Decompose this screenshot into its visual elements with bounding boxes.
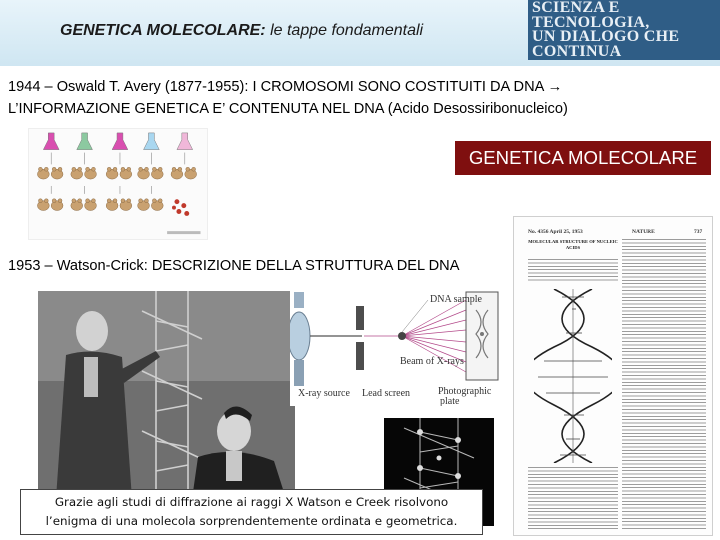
slide-title-rest: le tappe fondamentali (265, 22, 424, 39)
plate-label-2: plate (440, 396, 460, 406)
xray-diffraction-diagram (290, 286, 504, 406)
nature-article-page (513, 216, 713, 536)
caption-line-2: l’enigma di una molecola sorprendentemente ordinata e geometrica. (45, 514, 458, 528)
avery-line-1: 1944 – Oswald T. Avery (1877-1955): I CROMOSOMI SONO COSTITUITI DA DNA → (8, 79, 563, 95)
caption-box (20, 489, 483, 535)
dna-sample-label: DNA sample (430, 294, 482, 305)
text-column-right (622, 239, 706, 529)
caption-line-1: Grazie agli studi di diffrazione ai raggi X Watson e Creek risolvono (54, 495, 449, 509)
lead-screen (356, 306, 364, 370)
figure-credit-mark (167, 231, 200, 234)
watson-crick-line: 1953 – Watson-Crick: DESCRIZIONE DELLA STRUTTURA DEL DNA (8, 258, 460, 274)
slide-title (60, 22, 423, 40)
xray-source-tube (290, 292, 310, 386)
genetica-molecolare-label: GENETICA MOLECOLARE (455, 141, 711, 175)
nature-header-right: 737 (694, 229, 703, 235)
xray-source-label: X-ray source (298, 388, 350, 399)
series-logo (528, 0, 720, 60)
text-column-bottom (528, 467, 618, 531)
avery-mice-experiment-figure (28, 128, 208, 240)
avery-paragraph (8, 76, 708, 120)
flask-icons (43, 133, 192, 150)
slide-title-bold: GENETICA MOLECOLARE: (60, 22, 266, 39)
nature-header-center: NATURE (632, 229, 655, 235)
logo-line-2: TECNOLOGIA, (532, 13, 650, 31)
plate-label-1: Photographic (438, 386, 492, 397)
logo-line-4: CONTINUA (532, 42, 622, 60)
mouse-icons (37, 167, 196, 210)
double-helix-drawing (534, 289, 612, 463)
nature-article-title: MOLECULAR STRUCTURE OF NUCLEIC ACIDS (528, 239, 618, 250)
bacteria-dots (172, 199, 189, 216)
lead-screen-label: Lead screen (362, 388, 411, 399)
logo-line-3: UN DIALOGO CHE (532, 28, 680, 45)
photographic-plate (466, 292, 498, 380)
beam-label: Beam of X-rays (400, 356, 464, 367)
logo-line-1: SCIENZA E (532, 0, 620, 16)
text-column-block (528, 259, 618, 283)
nature-header-left: No. 4356 April 25, 1953 (528, 229, 583, 235)
avery-line-2: L’INFORMAZIONE GENETICA E’ CONTENUTA NEL DNA (Acido Desossiribonucleico) (8, 101, 568, 117)
dna-sample-dot (398, 332, 406, 340)
